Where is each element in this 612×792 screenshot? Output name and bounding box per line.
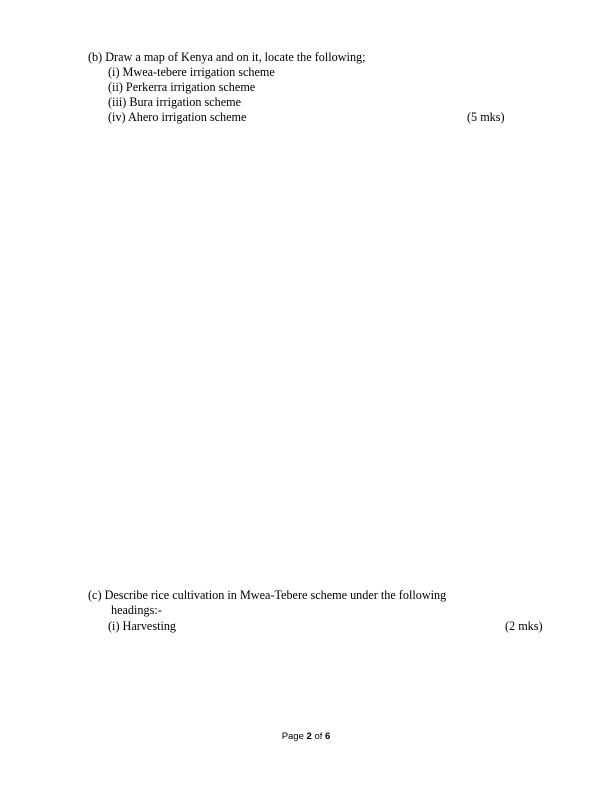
map-answer-space (88, 130, 548, 580)
question-b-item-2: (ii) Perkerra irrigation scheme (108, 80, 256, 94)
footer-current-page: 2 (306, 731, 312, 742)
question-b-item-4: (iv) Ahero irrigation scheme (108, 110, 247, 124)
footer-middle: of (311, 731, 326, 742)
question-c-text: (c) Describe rice cultivation in Mwea-Tebere scheme under the following (88, 588, 447, 602)
page-footer (0, 731, 612, 743)
question-c-item-1: (i) Harvesting (108, 619, 177, 633)
question-c-marks: (2 mks) (505, 619, 543, 633)
footer-prefix: Page (281, 731, 307, 742)
question-c-text-continued: headings:- (111, 603, 162, 617)
question-b-text: (b) Draw a map of Kenya and on it, locate the following; (88, 50, 366, 64)
question-b-marks: (5 mks) (467, 110, 505, 124)
question-b-item-1: (i) Mwea-tebere irrigation scheme (108, 65, 275, 79)
question-b-item-3: (iii) Bura irrigation scheme (108, 95, 242, 109)
footer-total-pages: 6 (325, 731, 331, 742)
